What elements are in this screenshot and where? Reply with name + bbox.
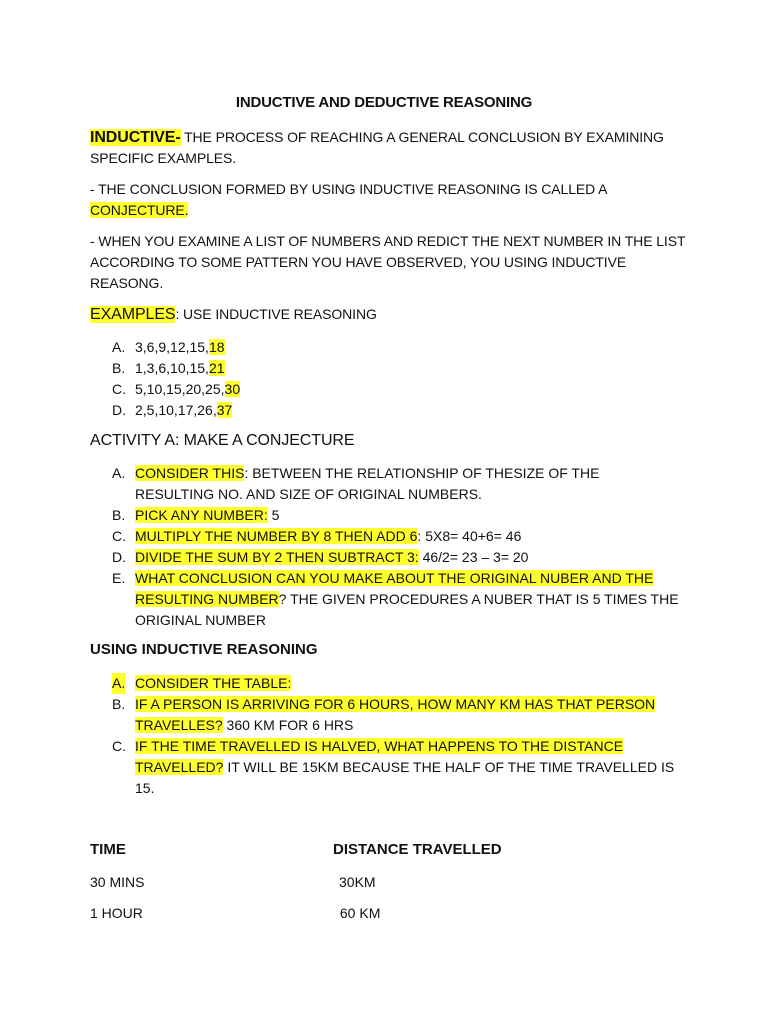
list-item (112, 505, 682, 526)
inductive-term: INDUCTIVE- (90, 129, 181, 146)
item-highlight: IF THE TIME TRAVELLED IS HALVED, WHAT HAPPENS TO THE DISTANCE TRAVELLED? (135, 738, 624, 775)
item-highlight: MULTIPLY THE NUMBER BY 8 THEN ADD 6 (135, 528, 418, 544)
list-item (112, 526, 682, 547)
examine-paragraph: - WHEN YOU EXAMINE A LIST OF NUMBERS AND REDICT THE NEXT NUMBER IN THE LIST ACCORDING TO SOME PATTERN YOU HAVE OBSERVED, YOU USING INDUCTIVE REASONG. (90, 233, 686, 291)
list-item (112, 400, 682, 421)
examples-label: EXAMPLES (90, 306, 176, 323)
item-highlight: WHAT CONCLUSION CAN YOU MAKE ABOUT THE ORIGINAL NUBER AND THE RESULTING NUMBER (135, 570, 654, 607)
table-cell-distance: 60 KM (336, 905, 381, 921)
sequence-answer: 37 (216, 402, 233, 418)
list-marker: A. (112, 673, 125, 694)
item-text: IT WILL BE 15KM BECAUSE THE HALF OF THE TIME TRAVELLED IS 15. (135, 759, 675, 796)
list-marker: B. (112, 696, 126, 712)
list-marker: C. (112, 738, 126, 754)
activity-list (112, 463, 682, 631)
item-highlight: DIVIDE THE SUM BY 2 THEN SUBTRACT 3: (135, 549, 419, 565)
list-item (112, 379, 682, 400)
list-item (112, 673, 682, 694)
list-item (112, 547, 682, 568)
item-text: 46/2= 23 – 3= 20 (418, 549, 529, 565)
document-title: INDUCTIVE AND DEDUCTIVE REASONING (235, 94, 533, 111)
item-highlight: IF A PERSON IS ARRIVING FOR 6 HOURS, HOW MANY KM HAS THAT PERSON TRAVELLES? (135, 696, 656, 733)
list-marker: E. (112, 570, 126, 586)
list-item (112, 568, 682, 631)
list-item (112, 463, 682, 505)
using-list (112, 673, 682, 799)
sequence: 2,5,10,17,26, (135, 402, 217, 418)
inductive-definition (90, 127, 690, 169)
conjecture-paragraph (90, 179, 690, 221)
table-header-time: TIME (90, 841, 126, 858)
list-marker: A. (112, 465, 126, 481)
list-marker: C. (112, 528, 126, 544)
item-text: 5 (267, 507, 280, 523)
sequence: 1,3,6,10,15, (135, 360, 209, 376)
examples-text: : USE INDUCTIVE REASONING (175, 306, 377, 322)
using-heading: USING INDUCTIVE REASONING (90, 641, 318, 658)
inductive-definition-text: THE PROCESS OF REACHING A GENERAL CONCLUSION BY EXAMINING SPECIFIC EXAMPLES. (90, 129, 664, 166)
item-highlight: PICK ANY NUMBER: (135, 507, 268, 523)
list-item (112, 736, 682, 799)
sequence-answer: 18 (208, 339, 225, 355)
list-marker: B. (112, 507, 126, 523)
conjecture-text: - THE CONCLUSION FORMED BY USING INDUCTIVE REASONING IS CALLED A (90, 181, 607, 197)
table-header-distance: DISTANCE TRAVELLED (333, 841, 502, 858)
activity-title: ACTIVITY A: MAKE A CONJECTURE (90, 432, 355, 449)
examples-line (90, 304, 690, 325)
item-text: 360 KM FOR 6 HRS (222, 717, 354, 733)
list-item (112, 694, 682, 736)
sequence-answer: 30 (224, 381, 241, 397)
list-item (112, 337, 682, 358)
list-marker: D. (112, 549, 126, 565)
item-text: : 5X8= 40+6= 46 (417, 528, 522, 544)
list-item (112, 358, 682, 379)
list-marker: B. (112, 360, 126, 376)
sequence: 3,6,9,12,15, (135, 339, 209, 355)
list-marker: D. (112, 402, 126, 418)
item-text: ? THE GIVEN PROCEDURES A NUBER THAT IS 5 TIMES THE ORIGINAL NUMBER (135, 591, 679, 628)
conjecture-highlight: CONJECTURE. (90, 202, 189, 218)
list-marker: A. (112, 339, 126, 355)
item-highlight: CONSIDER THE TABLE: (135, 675, 292, 691)
examples-list (112, 337, 682, 421)
sequence: 5,10,15,20,25, (135, 381, 225, 397)
table-cell-time: 1 HOUR (90, 905, 143, 921)
table-cell-time: 30 MINS (90, 874, 145, 890)
table-cell-distance: 30KM (339, 874, 376, 890)
list-marker: C. (112, 381, 126, 397)
item-text: : BETWEEN THE RELATIONSHIP OF THESIZE OF THE RESULTING NO. AND SIZE OF ORIGINAL NUMBERS. (135, 465, 600, 502)
item-highlight: CONSIDER THIS (135, 465, 245, 481)
sequence-answer: 21 (208, 360, 225, 376)
